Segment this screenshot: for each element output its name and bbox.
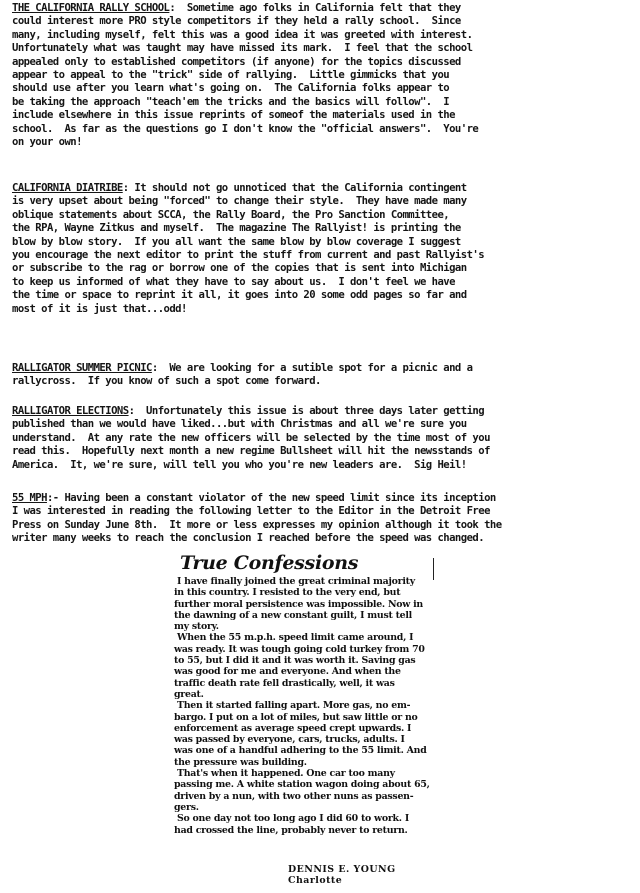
- section-california-diatribe: [12, 182, 628, 316]
- section-california-rally-school: [12, 2, 628, 149]
- section-heading: THE CALIFORNIA RALLY SCHOOL: [12, 2, 170, 14]
- section-body: : Unfortunately this issue is about three days later getting published than we would have liked...but with Christmas and all we're sure you understand. At any rate the new officers will be selected by the time most of you read this. Hopefully next month a new regime Bullsheet will hit the newsstands of America. It, we're sure, will tell you who you're new leaders are. Sig Heil!: [12, 405, 490, 471]
- section-heading: RALLIGATOR ELECTIONS: [12, 405, 129, 417]
- section-heading: CALIFORNIA DIATRIBE: [12, 182, 123, 194]
- section-body: :- Having been a constant violator of the new speed limit since its inception I was interested in reading the following letter to the Editor in the Detroit Free Press on Sunday June 8th. It more or less expresses my opinion although it took the writer many weeks to reach the conclusion I reached before the speed was changed.: [12, 492, 502, 545]
- section-55-mph: [12, 492, 628, 546]
- divider-line: [433, 558, 434, 580]
- section-body: : It should not go unnoticed that the California contingent is very upset about being "forced" to change their style. They have made many oblique statements about SCCA, the Rally Board, the Pro Sanction Committee, the RPA, Wayne Zitkus and myself. The magazine The Rallyist! is printing the blow by blow story. If you all want the same blow by blow coverage I suggest you encourage the next editor to print the stuff from current and past Rallyist's or subscribe to the rag or borrow one of the copies that is sent into Michigan to keep us informed of what they have to say about us. I don't feel we have the time or space to reprint it all, it goes into 20 some odd pages so far and most of it is just that...odd!: [12, 182, 485, 315]
- clipping-signature: [288, 864, 396, 887]
- signature-city: Charlotte: [288, 875, 343, 887]
- section-body: : We are looking for a sutible spot for a picnic and a rallycross. If you know of such a spot come forward.: [12, 362, 473, 388]
- section-heading: 55 MPH: [12, 492, 47, 504]
- newspaper-clipping: [170, 552, 428, 892]
- section-elections: [12, 405, 628, 472]
- section-body: : Sometime ago folks in California felt that they could interest more PRO style competitors if they held a rally school. Since many, including myself, felt this was a good idea it was greeted with interest. Unfortunately what was taught may have missed its mark. I feel that the school appealed only to established competitors (if anyone) for the topics discussed appear to appeal to the "trick" side of rallying. Little gimmicks that you should use after you learn what's going on. The California folks appear to be taking the approach "teach'em the tricks and the basics will follow". I include elsewhere in this issue reprints of someof the materials used in the school. As far as the questions go I don't know the "official answers". You're on your own!: [12, 2, 479, 149]
- clipping-body: I have finally joined the great criminal majority in this country. I resisted to the very end, but further moral persistence was impossible. Now in the dawning of a new constant guilt, I must tell my story. When the 55 m.p.h. speed limit came around, I was ready. It was tough going cold turkey from 70 to 55, but I did it and it was worth it. Saving gas was good for me and everyone. And when the traffic death rate fell drastically, well, it was great. Then it started falling apart. More gas, no em- bargo. I put on a lot of miles, but saw little or no enforcement as average speed crept upwards. I was passed by everyone, cars, trucks, adults. I was one of a handful adhering to the 55 limit. And the pressure was building. That's when it happened. One car too many passing me. A white station wagon doing about 65, driven by a nun, with two other nuns as passen- gers. So one day not too long ago I did 60 to work. I had crossed the line, probably never to return.: [174, 576, 430, 836]
- section-summer-picnic: [12, 362, 628, 389]
- signature-name: DENNIS E. YOUNG: [288, 864, 396, 875]
- section-heading: RALLIGATOR SUMMER PICNIC: [12, 362, 152, 374]
- clipping-title: True Confessions: [180, 552, 359, 574]
